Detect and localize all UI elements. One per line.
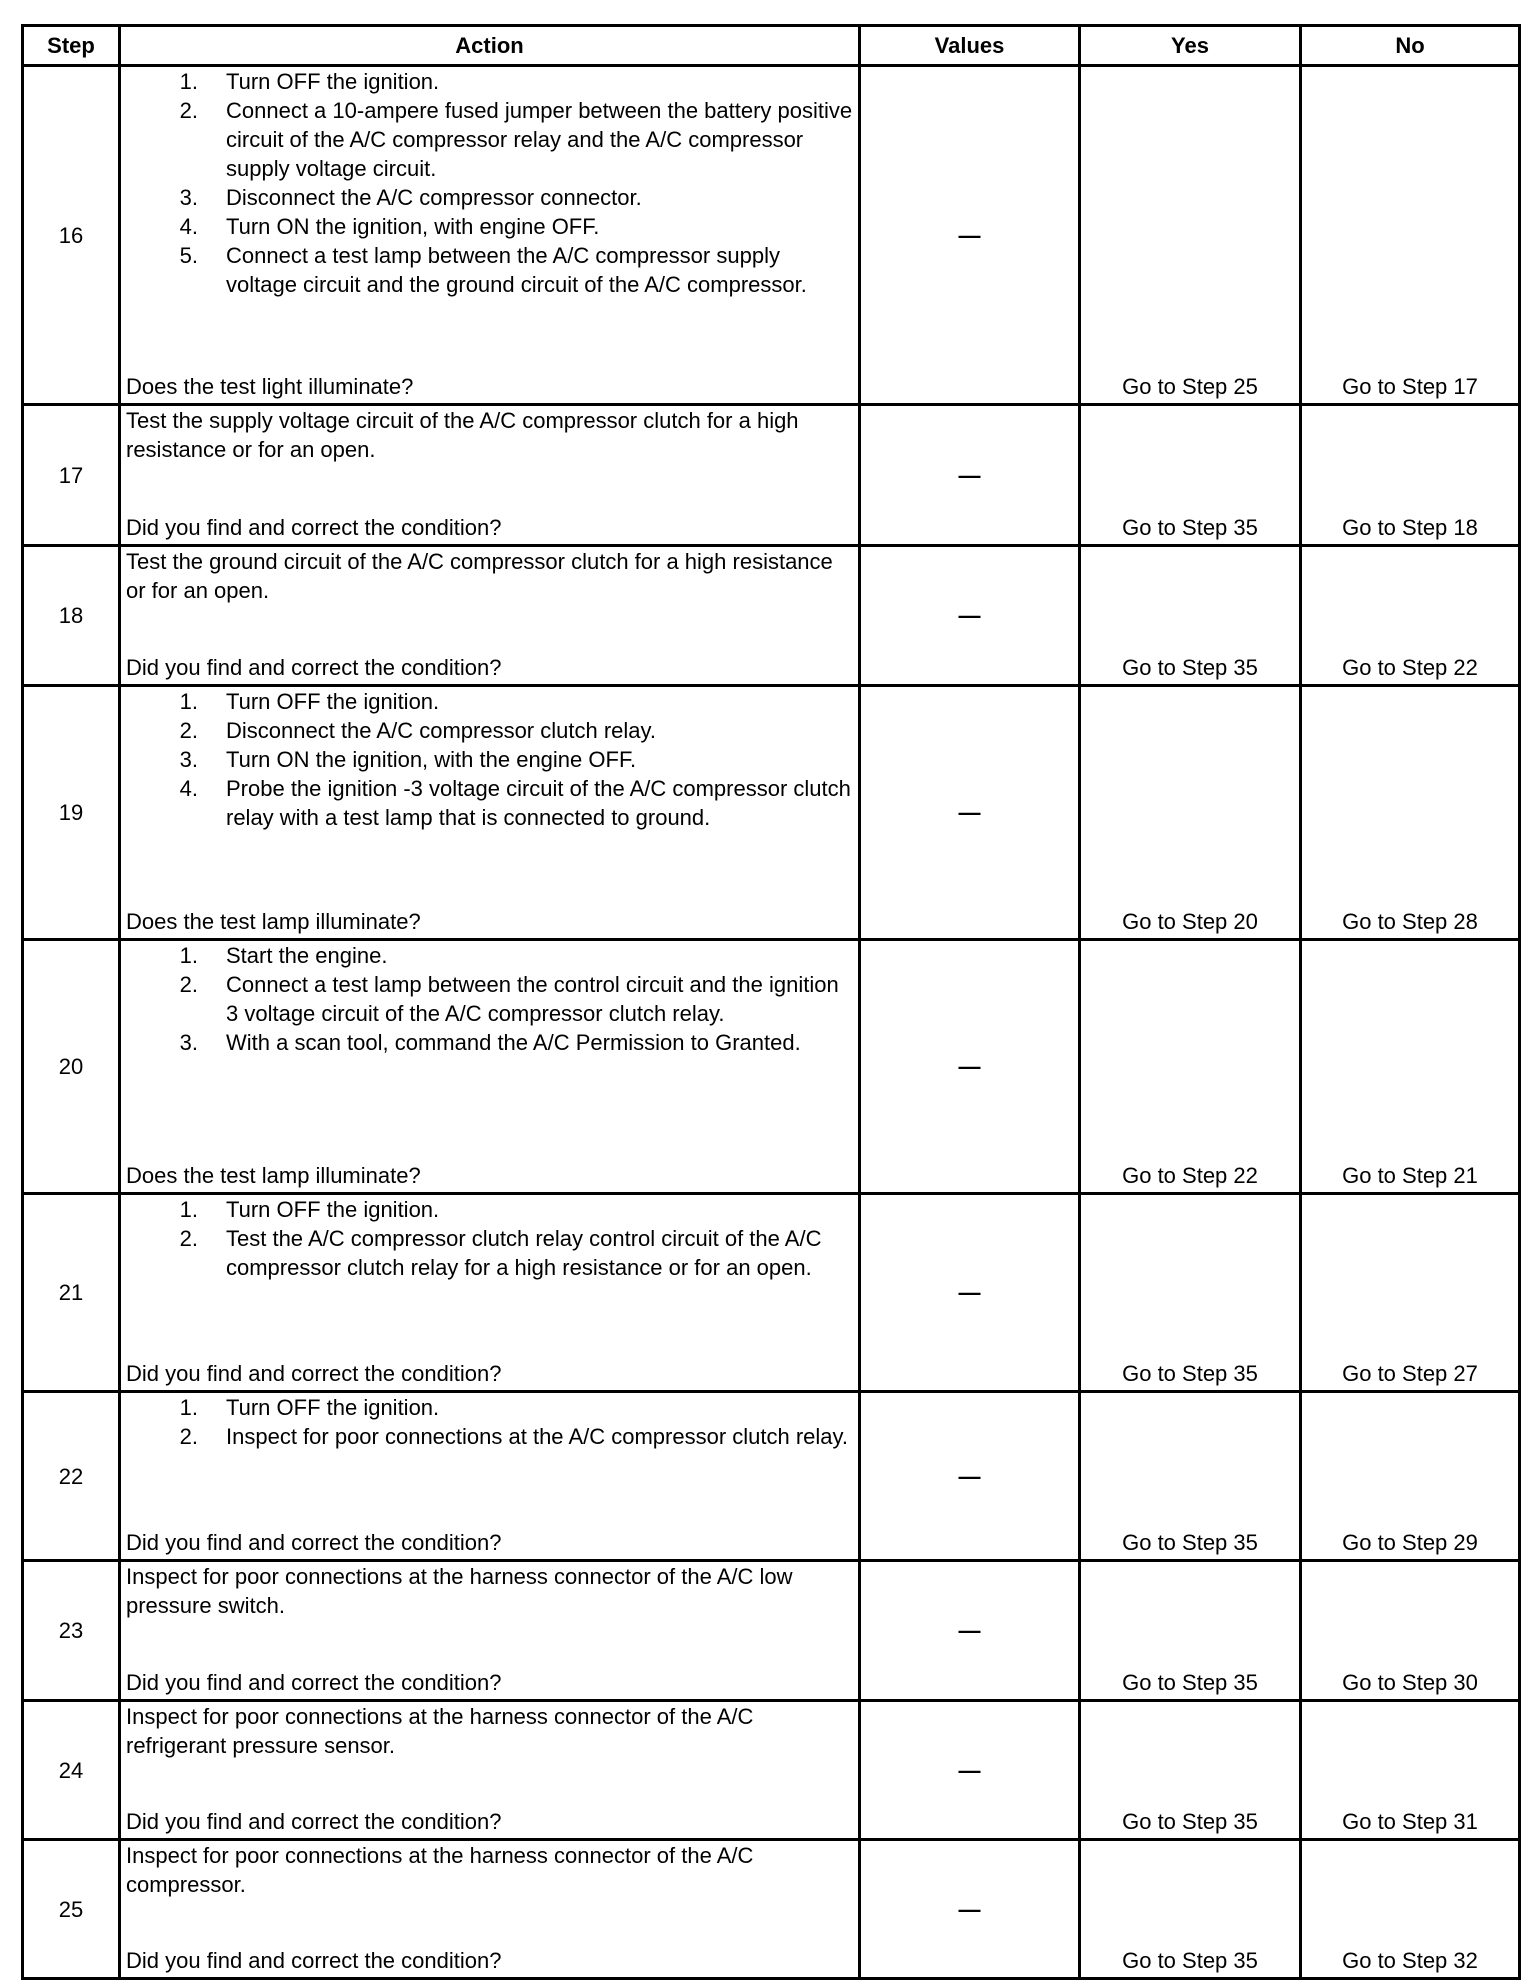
no-cell: Go to Step 18 — [1301, 405, 1520, 546]
action-text: Test the supply voltage circuit of the A/C compressor clutch for a high resistance or for an open. — [126, 408, 799, 462]
action-cell — [120, 1840, 860, 1979]
step-number-cell: 19 — [23, 686, 120, 940]
no-cell: Go to Step 27 — [1301, 1194, 1520, 1392]
action-step — [126, 1224, 853, 1282]
action-step — [126, 970, 853, 1028]
step-text: Start the engine. — [226, 943, 388, 968]
no-cell: Go to Step 17 — [1301, 66, 1520, 405]
action-question: Did you find and correct the condition? — [126, 1948, 502, 1973]
yes-cell: Go to Step 35 — [1080, 1701, 1301, 1840]
action-question: Did you find and correct the condition? — [126, 515, 502, 540]
step-number: 1. — [179, 1395, 198, 1420]
yes-cell: Go to Step 35 — [1080, 546, 1301, 686]
step-text: Connect a 10-ampere fused jumper between the battery positive circuit of the A/C compressor relay and the A/C compressor supply voltage circuit. — [226, 98, 853, 181]
step-text: Turn ON the ignition, with the engine OFF. — [226, 747, 637, 772]
yes-cell: Go to Step 35 — [1080, 1392, 1301, 1561]
action-step — [126, 745, 853, 774]
step-number-cell: 17 — [23, 405, 120, 546]
values-cell: — — [860, 686, 1080, 940]
action-text: Inspect for poor connections at the harness connector of the A/C refrigerant pressure sensor. — [126, 1704, 754, 1758]
action-step — [126, 96, 853, 183]
table-row — [23, 1194, 1520, 1392]
step-text: Probe the ignition -3 voltage circuit of the A/C compressor clutch relay with a test lamp that is connected to ground. — [226, 776, 851, 830]
action-cell — [120, 66, 860, 405]
table-row — [23, 405, 1520, 546]
action-steps — [126, 687, 853, 832]
yes-cell: Go to Step 35 — [1080, 1840, 1301, 1979]
action-cell — [120, 405, 860, 546]
action-text: Test the ground circuit of the A/C compressor clutch for a high resistance or for an open. — [126, 549, 833, 603]
yes-cell: Go to Step 35 — [1080, 405, 1301, 546]
action-cell — [120, 686, 860, 940]
values-cell: — — [860, 1392, 1080, 1561]
step-number-cell: 22 — [23, 1392, 120, 1561]
header-action: Action — [120, 26, 860, 66]
table-row — [23, 66, 1520, 405]
no-cell: Go to Step 28 — [1301, 686, 1520, 940]
step-text: Test the A/C compressor clutch relay control circuit of the A/C compressor clutch relay for a high resistance or for an open. — [226, 1226, 822, 1280]
step-number: 1. — [179, 1197, 198, 1222]
yes-cell: Go to Step 22 — [1080, 940, 1301, 1194]
step-number: 2. — [179, 1226, 198, 1251]
action-question: Did you find and correct the condition? — [126, 655, 502, 680]
action-question: Does the test light illuminate? — [126, 374, 414, 399]
action-step — [126, 241, 853, 299]
action-cell — [120, 940, 860, 1194]
no-cell: Go to Step 22 — [1301, 546, 1520, 686]
step-number: 4. — [179, 214, 198, 239]
values-cell: — — [860, 940, 1080, 1194]
step-number: 3. — [179, 185, 198, 210]
values-cell: — — [860, 546, 1080, 686]
action-steps — [126, 1195, 853, 1282]
values-cell: — — [860, 1561, 1080, 1701]
step-number-cell: 25 — [23, 1840, 120, 1979]
action-cell — [120, 1194, 860, 1392]
values-cell: — — [860, 1701, 1080, 1840]
step-text: Connect a test lamp between the A/C compressor supply voltage circuit and the ground circuit of the A/C compressor. — [226, 243, 807, 297]
step-text: Disconnect the A/C compressor connector. — [226, 185, 642, 210]
values-cell: — — [860, 1840, 1080, 1979]
header-no: No — [1301, 26, 1520, 66]
step-text: Turn OFF the ignition. — [226, 1395, 440, 1420]
action-step — [126, 941, 853, 970]
action-cell — [120, 1561, 860, 1701]
table-row — [23, 1561, 1520, 1701]
table-row — [23, 1701, 1520, 1840]
step-number-cell: 16 — [23, 66, 120, 405]
action-step — [126, 1195, 853, 1224]
no-cell: Go to Step 31 — [1301, 1701, 1520, 1840]
action-step — [126, 67, 853, 96]
step-number: 2. — [179, 718, 198, 743]
action-question: Does the test lamp illuminate? — [126, 1163, 421, 1188]
values-cell: — — [860, 66, 1080, 405]
step-number: 1. — [179, 69, 198, 94]
action-text: Inspect for poor connections at the harness connector of the A/C low pressure switch. — [126, 1564, 793, 1618]
step-text: Turn OFF the ignition. — [226, 689, 440, 714]
yes-cell: Go to Step 35 — [1080, 1561, 1301, 1701]
action-cell — [120, 1701, 860, 1840]
step-text: Disconnect the A/C compressor clutch relay. — [226, 718, 656, 743]
action-step — [126, 1393, 853, 1422]
action-steps — [126, 941, 853, 1057]
step-number-cell: 21 — [23, 1194, 120, 1392]
action-step — [126, 1028, 853, 1057]
step-number-cell: 24 — [23, 1701, 120, 1840]
action-cell — [120, 546, 860, 686]
action-step — [126, 774, 853, 832]
action-question: Did you find and correct the condition? — [126, 1361, 502, 1386]
yes-cell: Go to Step 25 — [1080, 66, 1301, 405]
table-row — [23, 940, 1520, 1194]
table-row — [23, 686, 1520, 940]
step-number: 5. — [179, 243, 198, 268]
step-text: Turn ON the ignition, with engine OFF. — [226, 214, 600, 239]
action-step — [126, 716, 853, 745]
no-cell: Go to Step 21 — [1301, 940, 1520, 1194]
action-question: Did you find and correct the condition? — [126, 1809, 502, 1834]
step-number: 4. — [179, 776, 198, 801]
header-yes: Yes — [1080, 26, 1301, 66]
step-text: Inspect for poor connections at the A/C compressor clutch relay. — [226, 1424, 849, 1449]
step-number: 2. — [179, 972, 198, 997]
step-text: Connect a test lamp between the control circuit and the ignition 3 voltage circuit of the A/C compressor clutch relay. — [226, 972, 839, 1026]
values-cell: — — [860, 405, 1080, 546]
action-text: Inspect for poor connections at the harness connector of the A/C compressor. — [126, 1843, 754, 1897]
action-step — [126, 212, 853, 241]
yes-cell: Go to Step 35 — [1080, 1194, 1301, 1392]
header-row — [23, 26, 1520, 66]
step-number-cell: 23 — [23, 1561, 120, 1701]
step-text: Turn OFF the ignition. — [226, 1197, 440, 1222]
table-row — [23, 546, 1520, 686]
values-cell: — — [860, 1194, 1080, 1392]
step-number: 3. — [179, 747, 198, 772]
action-step — [126, 687, 853, 716]
table-row — [23, 1840, 1520, 1979]
no-cell: Go to Step 32 — [1301, 1840, 1520, 1979]
step-number: 3. — [179, 1030, 198, 1055]
action-step — [126, 1422, 853, 1451]
step-text: Turn OFF the ignition. — [226, 69, 440, 94]
step-number-cell: 18 — [23, 546, 120, 686]
no-cell: Go to Step 29 — [1301, 1392, 1520, 1561]
header-step: Step — [23, 26, 120, 66]
step-number: 2. — [179, 98, 198, 123]
step-text: With a scan tool, command the A/C Permission to Granted. — [226, 1030, 801, 1055]
step-number: 2. — [179, 1424, 198, 1449]
yes-cell: Go to Step 20 — [1080, 686, 1301, 940]
step-number: 1. — [179, 943, 198, 968]
action-question: Did you find and correct the condition? — [126, 1670, 502, 1695]
action-question: Did you find and correct the condition? — [126, 1530, 502, 1555]
action-steps — [126, 67, 853, 299]
header-values: Values — [860, 26, 1080, 66]
action-cell — [120, 1392, 860, 1561]
no-cell: Go to Step 30 — [1301, 1561, 1520, 1701]
action-step — [126, 183, 853, 212]
step-number: 1. — [179, 689, 198, 714]
table-row — [23, 1392, 1520, 1561]
step-number-cell: 20 — [23, 940, 120, 1194]
action-question: Does the test lamp illuminate? — [126, 909, 421, 934]
action-steps — [126, 1393, 853, 1451]
diagnostic-table — [21, 24, 1521, 1980]
